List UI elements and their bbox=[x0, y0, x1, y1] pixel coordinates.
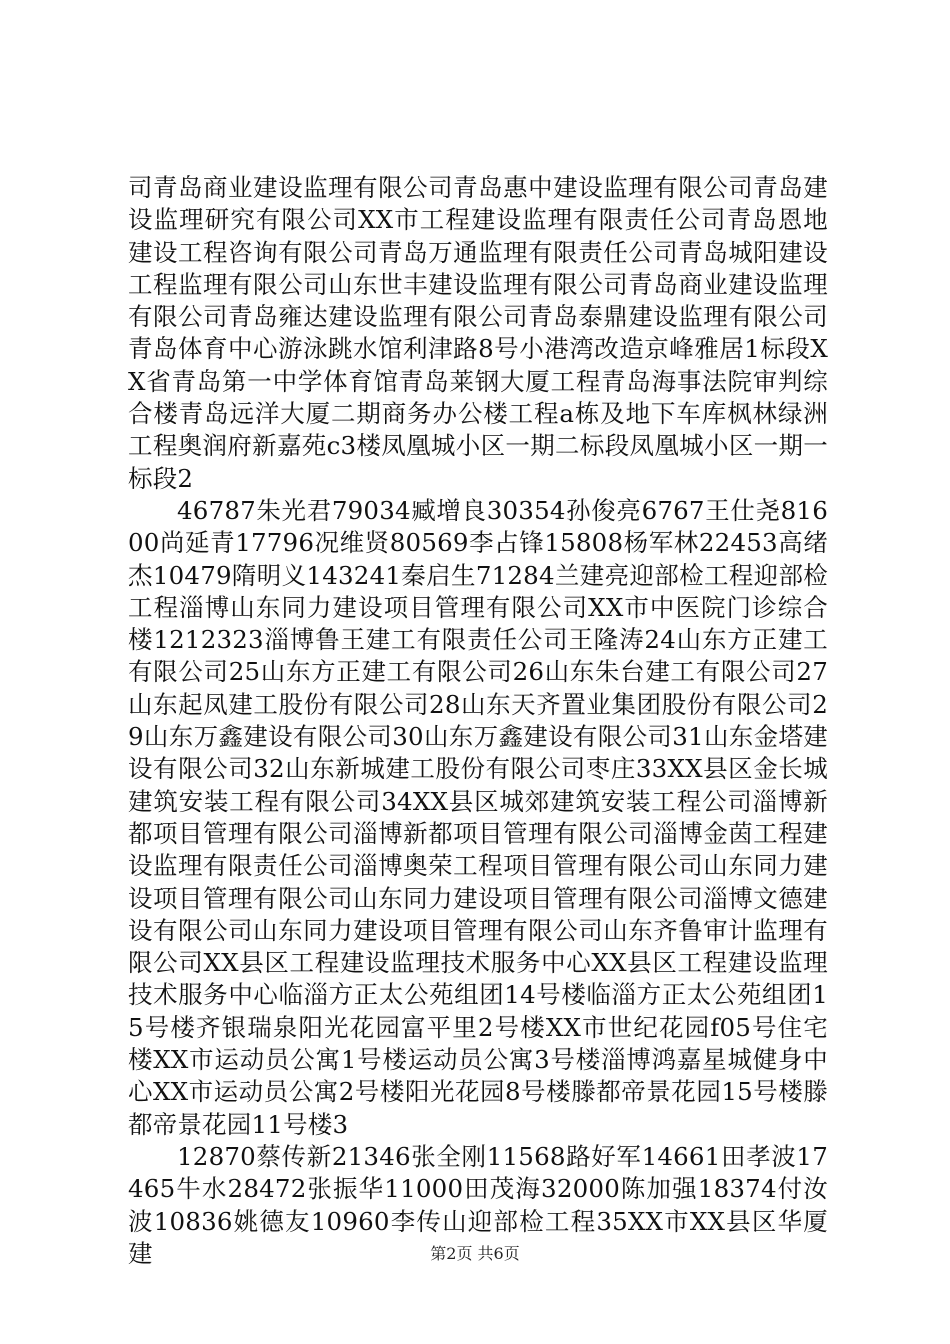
paragraph-3: 12870蔡传新21346张全刚11568路好军14661田孝波17465牛水28472张振华11000田茂海32000陈加强18374付汝波10836姚德友10960李传山迎部检工程35XX市XX县区华厦建 bbox=[128, 1141, 828, 1268]
document-body bbox=[128, 172, 828, 1270]
page-footer bbox=[0, 1244, 950, 1264]
page-number-label: 第2页 共6页 bbox=[430, 1244, 520, 1263]
paragraph-1: 司青岛商业建设监理有限公司青岛惠中建设监理有限公司青岛建设监理研究有限公司XX市工程建设监理有限责任公司青岛恩地建设工程咨询有限公司青岛万通监理有限责任公司青岛城阳建设工程监理有限公司山东世丰建设监理有限公司青岛商业建设监理有限公司青岛雍达建设监理有限公司青岛泰鼎建设监理有限公司青岛体育中心游泳跳水馆利津路8号小港湾改造京峰雅居1标段XX省青岛第一中学体育馆青岛莱钢大厦工程青岛海事法院审判综合楼青岛远洋大厦二期商务办公楼工程a栋及地下车库枫林绿洲工程奥润府新嘉苑c3楼凤凰城小区一期二标段凤凰城小区一期一标段2 bbox=[128, 173, 828, 493]
paragraph-2: 46787朱光君79034臧增良30354孙俊亮6767王仕尧81600尚延青17796况维贤80569李占锋15808杨军林22453高绪杰10479隋明义143241秦启生71284兰建亮迎部检工程迎部检工程淄博山东同力建设项目管理有限公司XX市中医院门诊综合楼1212323淄博鲁王建工有限责任公司王隆涛24山东方正建工有限公司25山东方正建工有限公司26山东朱台建工有限公司27山东起凤建工股份有限公司28山东天齐置业集团股份有限公司29山东万鑫建设有限公司30山东万鑫建设有限公司31山东金塔建设有限公司32山东新城建工股份有限公司枣庄33XX县区金长城建筑安装工程有限公司34XX县区城郊建筑安装工程公司淄博新都项目管理有限公司淄博新都项目管理有限公司淄博金茵工程建设监理有限责任公司淄博奥荣工程项目管理有限公司山东同力建设项目管理有限公司山东同力建设项目管理有限公司淄博文德建设有限公司山东同力建设项目管理有限公司山东齐鲁审计监理有限公司XX县区工程建设监理技术服务中心XX县区工程建设监理技术服务中心临淄方正太公苑组团14号楼临淄方正太公苑组团15号楼齐银瑞泉阳光花园富平里2号楼XX市世纪花园f05号住宅楼XX市运动员公寓1号楼运动员公寓3号楼淄博鸿嘉星城健身中心XX市运动员公寓2号楼阳光花园8号楼滕都帝景花园15号楼滕都帝景花园11号楼3 bbox=[128, 495, 828, 1139]
